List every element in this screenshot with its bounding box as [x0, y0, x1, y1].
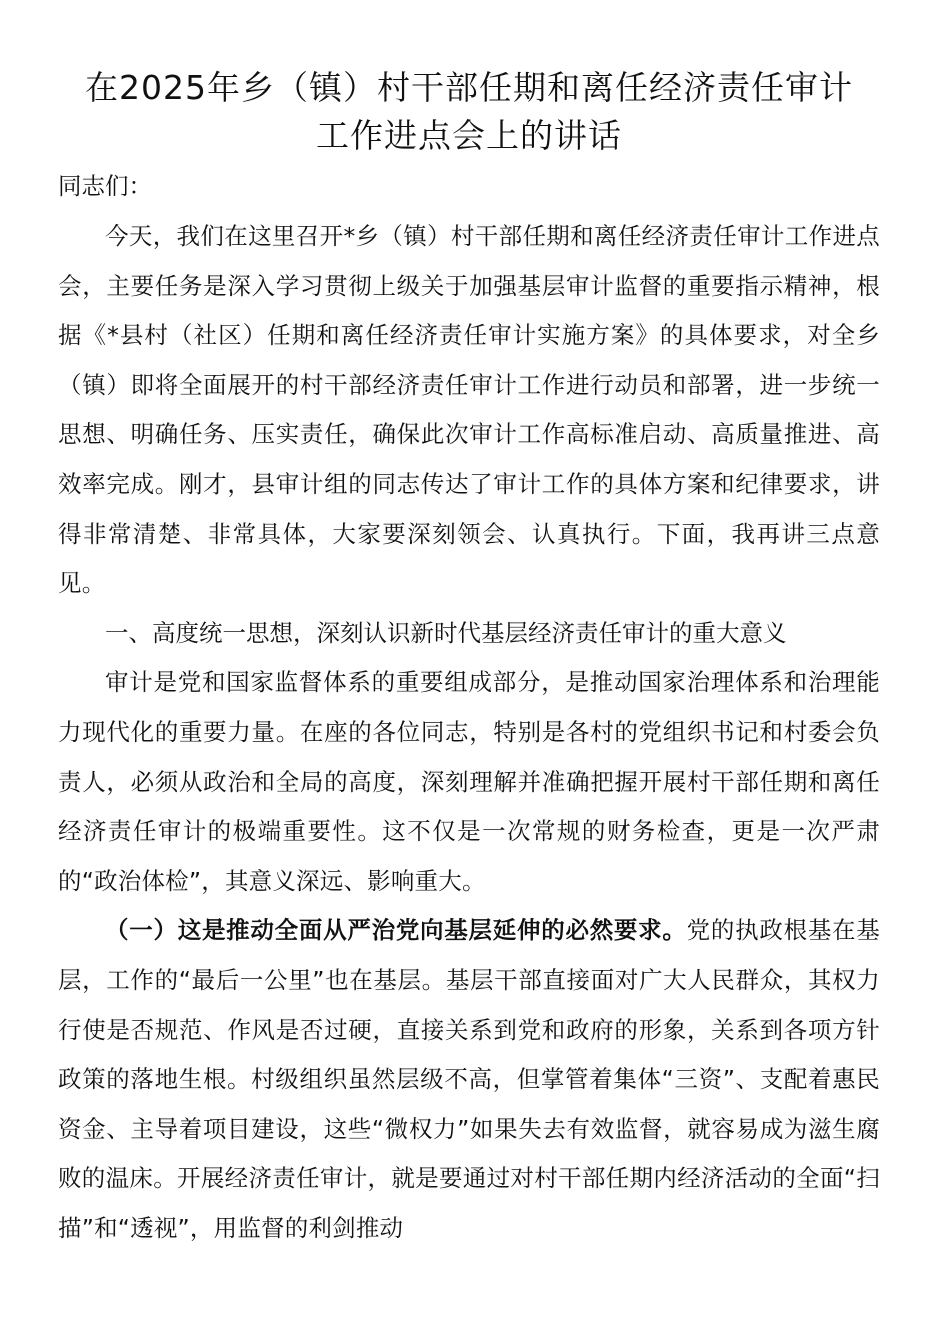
document-title	[58, 64, 880, 160]
paragraph-subsection-1	[58, 906, 880, 1253]
section-heading-1: 一、高度统一思想，深刻认识新时代基层经济责任审计的重大意义	[105, 618, 787, 647]
salutation: 同志们：	[58, 172, 152, 200]
title-line-1: 在2025年乡（镇）村干部任期和离任经济责任审计	[85, 68, 853, 107]
subsection-body-1: 党的执政根基在基层，工作的“最后一公里”也在基层。基层干部直接面对广大人民群众，其权力行使是否规范、作风是否过硬，直接关系到党和政府的形象，关系到各项方针政策的落地生根。村级组织虽然层级不高，但掌管着集体“三资”、支配着惠民资金、主导着项目建设，这些“微权力”如果失去有效监督，就容易成为滋生腐败的温床。开展经济责任审计，就是要通过对村干部任期内经济活动的全面“扫描”和“透视”，用监督的利剑推动	[58, 916, 880, 1242]
subsection-heading-1: （一）这是推动全面从严治党向基层延伸的必然要求。	[105, 916, 687, 945]
title-line-2: 工作进点会上的讲话	[316, 116, 622, 155]
paragraph-intro: 今天，我们在这里召开*乡（镇）村干部任期和离任经济责任审计工作进点会，主要任务是深入学习贯彻上级关于加强基层审计监督的重要指示精神，根据《*县村（社区）任期和离任经济责任审计实施方案》的具体要求，对全乡（镇）即将全面展开的村干部经济责任审计工作进行动员和部署，进一步统一思想、明确任务、压实责任，确保此次审计工作高标准启动、高质量推进、高效率完成。刚才，县审计组的同志传达了审计工作的具体方案和纪律要求，讲得非常清楚、非常具体，大家要深刻领会、认真执行。下面，我再讲三点意见。	[58, 222, 880, 598]
paragraph-section-1: 审计是党和国家监督体系的重要组成部分，是推动国家治理体系和治理能力现代化的重要力量。在座的各位同志，特别是各村的党组织书记和村委会负责人，必须从政治和全局的高度，深刻理解并准确把握开展村干部任期和离任经济责任审计的极端重要性。这不仅是一次常规的财务检查，更是一次严肃的“政治体检”，其意义深远、影响重大。	[58, 668, 880, 895]
